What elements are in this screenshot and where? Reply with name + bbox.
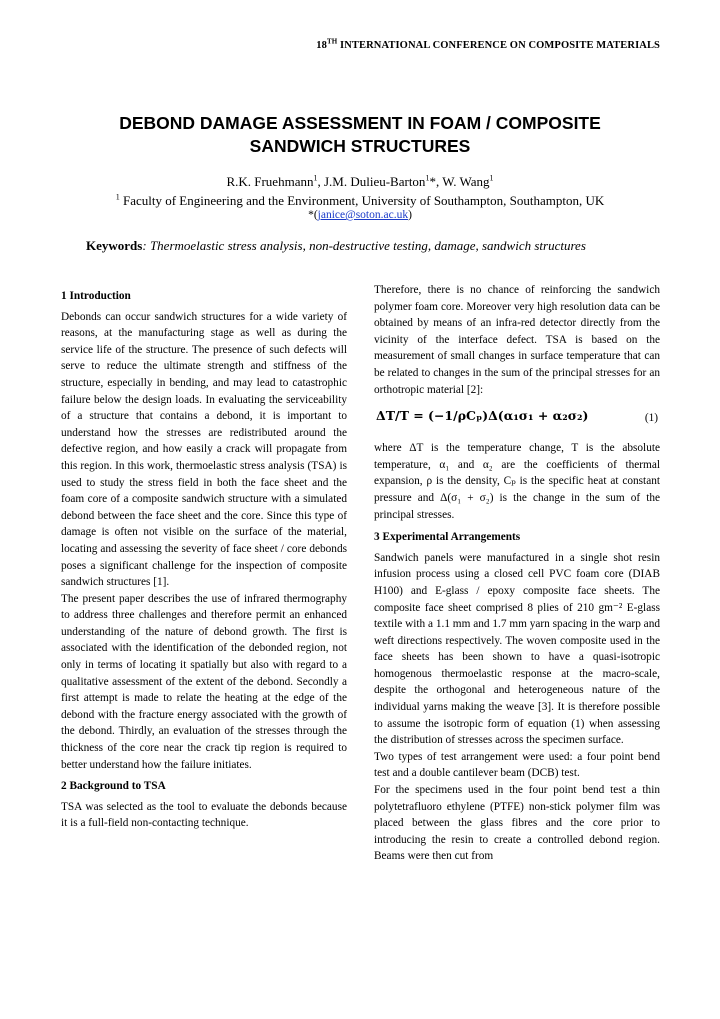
email-star: * — [308, 209, 314, 221]
title-line-1: DEBOND DAMAGE ASSESSMENT IN FOAM / COMPOSITE — [119, 113, 601, 133]
experimental-paragraph-3: For the specimens used in the four point bend test a thin polytetrafluoro ethylene (PTFE) non-stick polymer film was placed between the glass fibres and the core prior to introducing the resin to create a controlled debond region. Beams were then cut from — [374, 784, 660, 863]
affiliation-text: Faculty of Engineering and the Environment, University of Southampton, Southampton, UK — [119, 193, 605, 208]
keywords-line — [86, 238, 686, 254]
background-heading: 2 Background to TSA — [61, 780, 166, 793]
equation-number: (1) — [644, 412, 658, 425]
author-3: *, W. Wang — [429, 174, 490, 189]
tsa-paragraph: Therefore, there is no chance of reinforcing the sandwich polymer foam core. Moreover very high resolution data can be obtained by means of an infra-red detector directly from the vicinity of the interface defect. TSA is based on the measurement of small changes in surface temperature that can be related to changes in the sum of the principal stresses for an orthotropic material [2]: — [374, 284, 660, 396]
paper-title — [60, 112, 660, 158]
header-superscript: TH — [327, 37, 338, 46]
author-2-affil: 1 — [425, 173, 430, 183]
corresponding-email — [60, 209, 660, 221]
equation-explanation: where ΔT is the temperature change, T is the absolute temperature, α₁ and α₂ are the coefficients of thermal expansion, ρ is the density, Cₚ is the specific heat at constant pressure and Δ(σ₁ + σ₂) is the change in the sum of the principal stresses. — [374, 442, 660, 521]
header-number: 18 — [316, 40, 327, 51]
equation-expression: ΔT/T = (−1/ρCₚ)Δ(α₁σ₁ + α₂σ₂) — [376, 408, 589, 424]
author-list — [60, 172, 660, 191]
equation-1 — [374, 402, 660, 436]
author-1-affil: 1 — [313, 173, 318, 183]
author-1: R.K. Fruehmann — [226, 174, 314, 189]
author-3-affil: 1 — [489, 173, 494, 183]
experimental-paragraph-1: Sandwich panels were manufactured in a single shot resin infusion process using a closed cell PVC foam core (DIAB H100) and E-glass / epoxy composite face sheets. The composite face sheet comprised 8 plies of 210 gm⁻² E-glass textile with a 1.1 mm and 1.7 mm yarn spacing in the warp and weft directions respectively. The woven composite used in the face sheets has been shown to have a quasi-isotropic homogenous thermoelastic response at the macro-scale, despite the orthogonal and heterogeneous nature of the individual yarns making the weave [3]. It is therefore possible to assume the isotropic form of equation (1) when assessing the distribution of stresses across the specimen surface. — [374, 551, 660, 747]
background-paragraph: TSA was selected as the tool to evaluate the debonds because it is a full-field non-contacting technique. — [61, 800, 347, 830]
intro-paragraph-1: Debonds can occur sandwich structures for a wide variety of reasons, at the manufacturing stage as well as during the service life of the structure. The presence of such defects will serve to reduce the ultimate strength and stiffness of the structure, especially in bending, and may lead to catastrophic failure below the design loads. In evaluating the serviceability of a structure that contains a debond, it is important to understand how the stresses are redistributed around the defective region, and how easily a crack will propagate from this region. In this work, thermoelastic stress analysis (TSA) is used to study the stress field in both the face sheet and the foam core of a composite sandwich structure with a simulated debond between the face sheet and the core. Since this type of damage is often not visible on the surface of the material, locating and assessing the severity of face sheet / core debonds poses a significant challenge for the inspection of composite sandwich structures [1]. — [61, 310, 347, 589]
affiliation — [60, 191, 660, 210]
intro-heading: 1 Introduction — [61, 290, 131, 302]
left-column — [61, 282, 347, 832]
experimental-heading: 3 Experimental Arrangements — [374, 531, 521, 544]
email-open: ( — [313, 209, 318, 221]
email-close: ) — [408, 209, 412, 221]
author-2: , J.M. Dulieu-Barton — [317, 174, 426, 189]
email-link[interactable]: janice@soton.ac.uk — [317, 209, 409, 221]
header-text: INTERNATIONAL CONFERENCE ON COMPOSITE MATERIALS — [337, 40, 660, 51]
keywords-label: Keywords — [86, 238, 143, 253]
right-column — [374, 282, 660, 865]
keywords-colon: : — [142, 238, 150, 253]
title-line-2: SANDWICH STRUCTURES — [249, 136, 471, 156]
keywords-text: Thermoelastic stress analysis, non-destructive testing, damage, sandwich structures — [149, 238, 586, 253]
intro-paragraph-2: The present paper describes the use of infrared thermography to address three challenges and therefore permit an enhanced understanding of the nature of debond growth. The first is associated with the identification of the debonded region, not only in terms of locating it spatially but also with regard to a qualitative assessment of the extent of the debond. Secondly a first attempt is made to relate the heating at the edge of the debond with the fracture energy associated with the growth of the debond. Thirdly, an evaluation of the stresses through the thickness of the core near the crack tip region is required to better understand how the failure initiates. — [61, 592, 347, 771]
author-block — [60, 172, 660, 210]
experimental-paragraph-2: Two types of test arrangement were used: a four point bend test and a double cantilever beam (DCB) test. — [374, 750, 660, 780]
affiliation-number: 1 — [115, 192, 120, 202]
